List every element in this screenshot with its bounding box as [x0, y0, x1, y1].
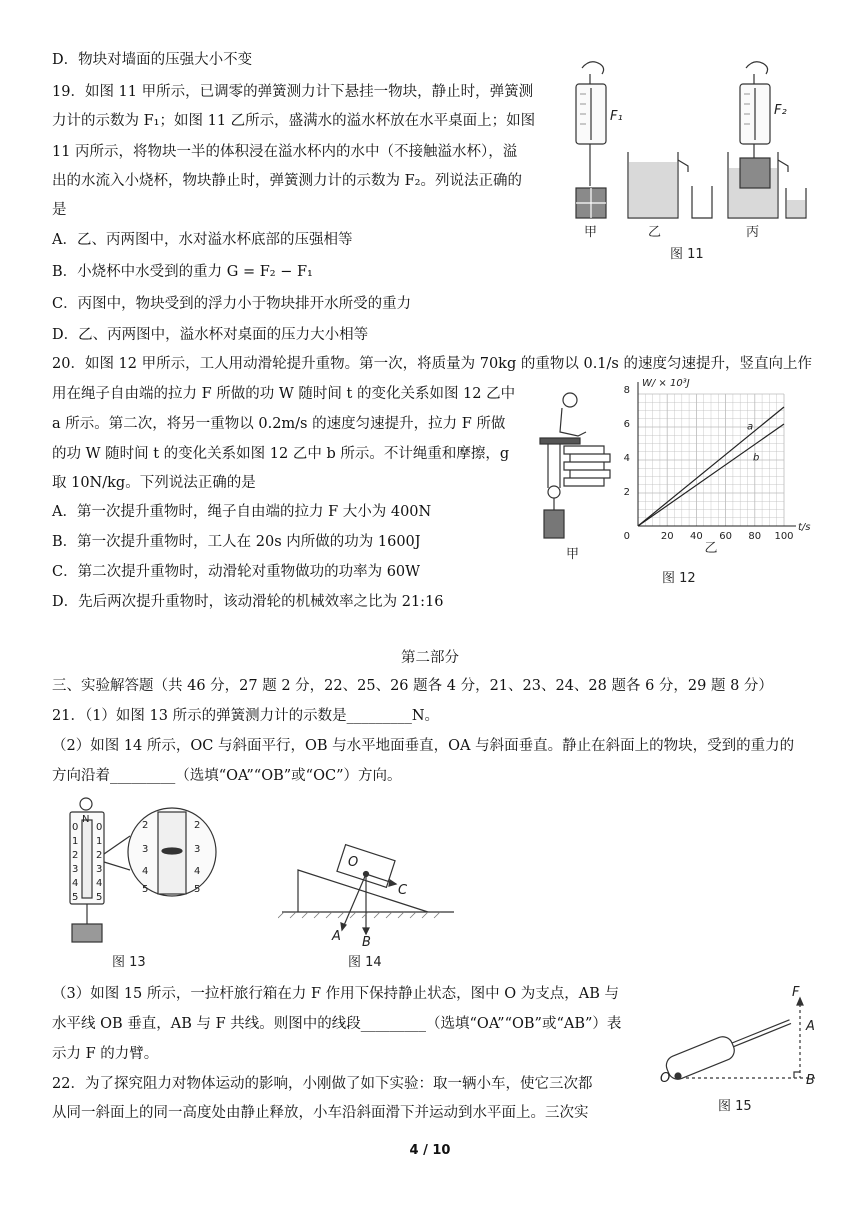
fig11-label-yi: 乙	[648, 225, 662, 240]
fig11-label-jia: 甲	[584, 225, 598, 240]
fig12-caption: 图 12	[662, 571, 696, 586]
page-number: 4 / 10	[409, 1143, 451, 1158]
fig14-label-c: C	[398, 883, 408, 898]
svg-text:2: 2	[72, 850, 79, 861]
svg-text:2: 2	[142, 820, 149, 831]
svg-text:3: 3	[96, 864, 103, 875]
y-tick-label: 6	[623, 419, 630, 430]
x-axis-label: t/s	[798, 522, 811, 533]
question-19-line-1: 19．如图 11 甲所示，已调零的弹簧测力计下悬挂一物块，静止时，弹簧测	[52, 84, 534, 100]
x-tick-label: 40	[690, 531, 703, 542]
option-b-q19: B．小烧杯中水受到的重力 G = F₂ − F₁	[52, 264, 313, 280]
fig11-caption: 图 11	[670, 247, 704, 262]
question-21-part-2-line-2: 方向沿着_________（选填“OA”“OB”或“OC”）方向。	[52, 768, 402, 784]
option-d-q19: D．乙、丙两图中，溢水杯对桌面的压力大小相等	[52, 327, 369, 343]
x-tick-label: 60	[719, 531, 732, 542]
svg-text:5: 5	[142, 884, 149, 895]
question-20-line-5: 取 10N/kg。下列说法正确的是	[52, 475, 256, 491]
y-tick-label: 4	[623, 453, 630, 464]
fig15-caption: 图 15	[718, 1099, 752, 1114]
figure-14	[278, 830, 458, 972]
fig11-label-bing: 丙	[746, 225, 760, 240]
fig12-label-yi: 乙	[704, 541, 718, 556]
question-22-line-1: 22．为了探究阻力对物体运动的影响，小刚做了如下实验：取一辆小车，使它三次都	[52, 1076, 593, 1092]
svg-text:0: 0	[96, 822, 103, 833]
question-21-part-3-line-3: 示力 F 的力臂。	[52, 1046, 159, 1062]
svg-text:2: 2	[194, 820, 201, 831]
x-tick-label: 80	[748, 531, 762, 542]
question-21-part-3-line-2: 水平线 OB 垂直，AB 与 F 共线。则图中的线段_________（选填“OA”“OB”或“AB”）表	[52, 1016, 622, 1032]
svg-text:5: 5	[194, 884, 201, 895]
y-tick-label: 8	[623, 385, 630, 396]
question-20-line-4: 的功 W 随时间 t 的变化关系如图 12 乙中 b 所示。不计绳重和摩擦，g	[52, 446, 510, 462]
y-tick-label: 2	[623, 487, 630, 498]
option-a-q20: A．第一次提升重物时，绳子自由端的拉力 F 大小为 400N	[52, 504, 432, 520]
series-label-b: b	[752, 452, 760, 464]
x-tick-label: 20	[660, 531, 674, 542]
question-21-part-3-line-1: （3）如图 15 所示，一拉杆旅行箱在力 F 作用下保持静止状态，图中 O 为支点，AB 与	[52, 986, 620, 1002]
fig15-label-b: B	[806, 1073, 815, 1088]
f1-label: F₁	[610, 109, 623, 124]
series-label-a: a	[746, 421, 754, 433]
svg-text:5: 5	[72, 892, 79, 903]
question-20-line-1: 20．如图 12 甲所示，工人用动滑轮提升重物。第一次，将质量为 70kg 的重物以 0.1/s 的速度匀速提升，竖直向上作	[52, 356, 812, 372]
option-c-q19: C．丙图中，物块受到的浮力小于物块排开水所受的重力	[52, 296, 412, 312]
svg-text:3: 3	[142, 844, 149, 855]
svg-text:4: 4	[96, 878, 103, 889]
y-axis-label: W/ × 10³J	[642, 378, 690, 389]
svg-text:4: 4	[194, 866, 201, 877]
svg-text:3: 3	[72, 864, 79, 875]
origin-label: 0	[623, 531, 630, 542]
section-3-heading: 三、实验解答题（共 46 分，27 题 2 分，22、25、26 题各 4 分，21、23、24、28 题各 6 分，29 题 8 分）	[52, 678, 773, 694]
svg-text:3: 3	[194, 844, 201, 855]
fig13-caption: 图 13	[112, 955, 146, 970]
section-title: 第二部分	[401, 650, 459, 666]
figure-13	[62, 792, 252, 972]
question-21-part-1: 21．（1）如图 13 所示的弹簧测力计的示数是_________N。	[52, 708, 440, 724]
svg-text:2: 2	[96, 850, 103, 861]
fig15-label-f: F	[792, 985, 800, 1000]
fig14-label-o: O	[348, 855, 359, 870]
svg-text:4: 4	[72, 878, 79, 889]
fig12-label-jia: 甲	[566, 547, 580, 562]
question-21-part-2-line-1: （2）如图 14 所示，OC 与斜面平行，OB 与水平地面垂直，OA 与斜面垂直。静止在斜面上的物块，受到的重力的	[52, 738, 795, 754]
option-d-q18: D．物块对墙面的压强大小不变	[52, 52, 253, 68]
question-20-line-2: 用在绳子自由端的拉力 F 所做的功 W 随时间 t 的变化关系如图 12 乙中	[52, 386, 516, 402]
fig14-label-b: B	[362, 935, 371, 950]
option-c-q20: C．第二次提升重物时，动滑轮对重物做功的功率为 60W	[52, 564, 421, 580]
question-22-line-2: 从同一斜面上的同一高度处由静止释放，小车沿斜面滑下并运动到水平面上。三次实	[52, 1105, 589, 1121]
svg-text:0: 0	[72, 822, 79, 833]
f2-label: F₂	[774, 103, 787, 118]
option-a-q19: A．乙、丙两图中，水对溢水杯底部的压强相等	[52, 232, 353, 248]
fig14-caption: 图 14	[348, 955, 382, 970]
question-19-line-3: 11 丙所示，将物块一半的体积浸在溢水杯内的水中（不接触溢水杯），溢	[52, 144, 518, 160]
option-d-q20: D．先后两次提升重物时，该动滑轮的机械效率之比为 21:16	[52, 594, 444, 610]
fig14-label-a: A	[332, 929, 341, 944]
question-20-line-3: a 所示。第二次，将另一重物以 0.2m/s 的速度匀速提升，拉力 F 所做	[52, 416, 506, 432]
w-t-chart	[624, 378, 811, 556]
question-19-line-2: 力计的示数为 F₁；如图 11 乙所示，盛满水的溢水杯放在水平桌面上；如图	[52, 113, 536, 129]
svg-text:5: 5	[96, 892, 103, 903]
question-19-line-4: 出的水流入小烧杯，物块静止时，弹簧测力计的示数为 F₂。列说法正确的	[52, 173, 522, 189]
x-tick-label: 100	[774, 531, 794, 542]
svg-text:4: 4	[142, 866, 149, 877]
fig15-label-o: O	[660, 1071, 671, 1086]
fig13-top-label: N	[82, 814, 90, 825]
figure-11	[560, 48, 822, 270]
figure-15	[652, 984, 822, 1118]
svg-text:1: 1	[96, 836, 103, 847]
question-19-line-5: 是	[52, 202, 67, 218]
fig15-label-a: A	[806, 1019, 815, 1034]
figure-12	[530, 376, 830, 586]
option-b-q20: B．第一次提升重物时，工人在 20s 内所做的功为 1600J	[52, 534, 421, 550]
svg-text:1: 1	[72, 836, 79, 847]
